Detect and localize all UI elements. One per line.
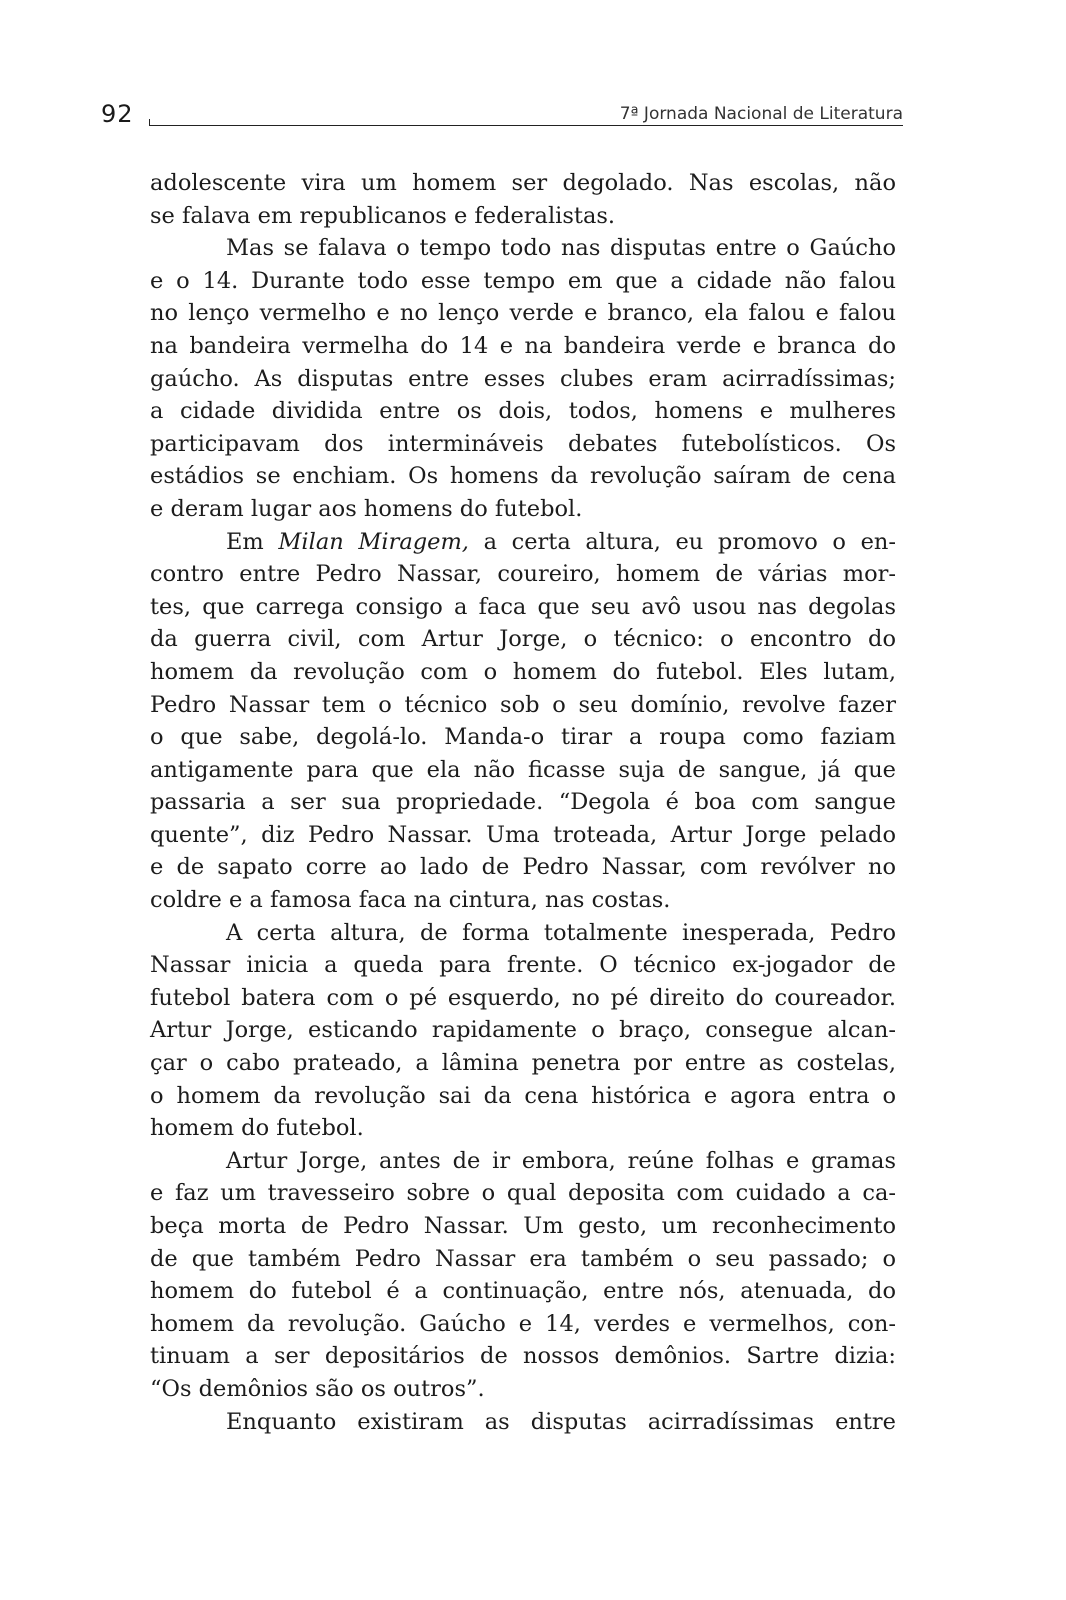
text-line: e o 14. Durante todo esse tempo em que a cidade não falou — [150, 267, 896, 294]
text-line: homem do futebol. — [150, 1115, 364, 1142]
page-header — [101, 100, 903, 128]
page-number: 92 — [101, 100, 134, 128]
text-line: o homem da revolução sai da cena histórica e agora entra o — [150, 1082, 896, 1109]
text-line: A certa altura, de forma totalmente inesperada, Pedro — [226, 919, 896, 946]
text-line: gaúcho. As disputas entre esses clubes eram acirradíssimas; — [150, 365, 896, 392]
text-line: no lenço vermelho e no lenço verde e branco, ela falou e falou — [150, 300, 896, 327]
text-line: coldre e a famosa faca na cintura, nas costas. — [150, 887, 671, 914]
text-line: de que também Pedro Nassar era também o seu passado; o — [150, 1245, 896, 1272]
text-line: quente”, diz Pedro Nassar. Uma troteada, Artur Jorge pelado — [150, 821, 896, 848]
text-line: participavam dos intermináveis debates futebolísticos. Os — [150, 430, 896, 457]
text-line: Nassar inicia a queda para frente. O técnico ex-jogador de — [150, 952, 896, 979]
text-line: Pedro Nassar tem o técnico sob o seu domínio, revolve fazer — [150, 691, 896, 718]
text-line — [150, 526, 896, 559]
text-line: na bandeira vermelha do 14 e na bandeira verde e branca do — [150, 332, 896, 359]
running-title: 7ª Jornada Nacional de Literatura — [619, 104, 903, 124]
text-line: contro entre Pedro Nassar, coureiro, homem de várias mor- — [150, 561, 896, 588]
text-line: e deram lugar aos homens do futebol. — [150, 495, 583, 522]
text-line: Enquanto existiram as disputas acirradíssimas entre — [226, 1408, 896, 1435]
text-line: homem do futebol é a continuação, entre nós, atenuada, do — [150, 1278, 896, 1305]
text-line: e de sapato corre ao lado de Pedro Nassar, com revólver no — [150, 854, 896, 881]
text-line: passaria a ser sua propriedade. “Degola é boa com sangue — [150, 789, 896, 816]
text-line: adolescente vira um homem ser degolado. Nas escolas, não — [150, 170, 896, 196]
text-line: homem da revolução. Gaúcho e 14, verdes e vermelhos, con- — [150, 1310, 896, 1337]
text-line: tes, que carrega consigo a faca que seu avô usou nas degolas — [150, 593, 896, 620]
text-run: Em — [226, 528, 279, 555]
book-title-italic: Milan Miragem, — [278, 528, 469, 555]
text-line: Artur Jorge, antes de ir embora, reúne folhas e gramas — [226, 1147, 896, 1174]
text-run: a certa altura, eu promovo o en- — [468, 528, 896, 555]
text-line: e faz um travesseiro sobre o qual deposita com cuidado a ca- — [150, 1180, 896, 1207]
text-line: Mas se falava o tempo todo nas disputas entre o Gaúcho — [226, 235, 896, 262]
text-line: futebol batera com o pé esquerdo, no pé direito do coureador. — [150, 984, 896, 1011]
text-line: “Os demônios são os outros”. — [150, 1375, 485, 1402]
text-line: o que sabe, degolá-lo. Manda-o tirar a roupa como faziam — [150, 724, 896, 751]
body-text — [150, 167, 896, 1438]
text-line: estádios se enchiam. Os homens da revolução saíram de cena — [150, 463, 896, 490]
text-line: Artur Jorge, esticando rapidamente o braço, consegue alcan- — [150, 1017, 896, 1044]
text-line: a cidade dividida entre os dois, todos, homens e mulheres — [150, 398, 896, 425]
text-line: se falava em republicanos e federalistas. — [150, 202, 616, 229]
text-line: da guerra civil, com Artur Jorge, o técnico: o encontro do — [150, 626, 896, 653]
header-rule — [149, 125, 903, 126]
text-line: beça morta de Pedro Nassar. Um gesto, um reconhecimento — [150, 1213, 896, 1239]
text-line: çar o cabo prateado, a lâmina penetra por entre as costelas, — [150, 1050, 896, 1077]
text-line: antigamente para que ela não ficasse suja de sangue, já que — [150, 756, 896, 783]
text-line: homem da revolução com o homem do futebol. Eles lutam, — [150, 658, 896, 685]
text-line: tinuam a ser depositários de nossos demônios. Sartre dizia: — [150, 1343, 896, 1370]
